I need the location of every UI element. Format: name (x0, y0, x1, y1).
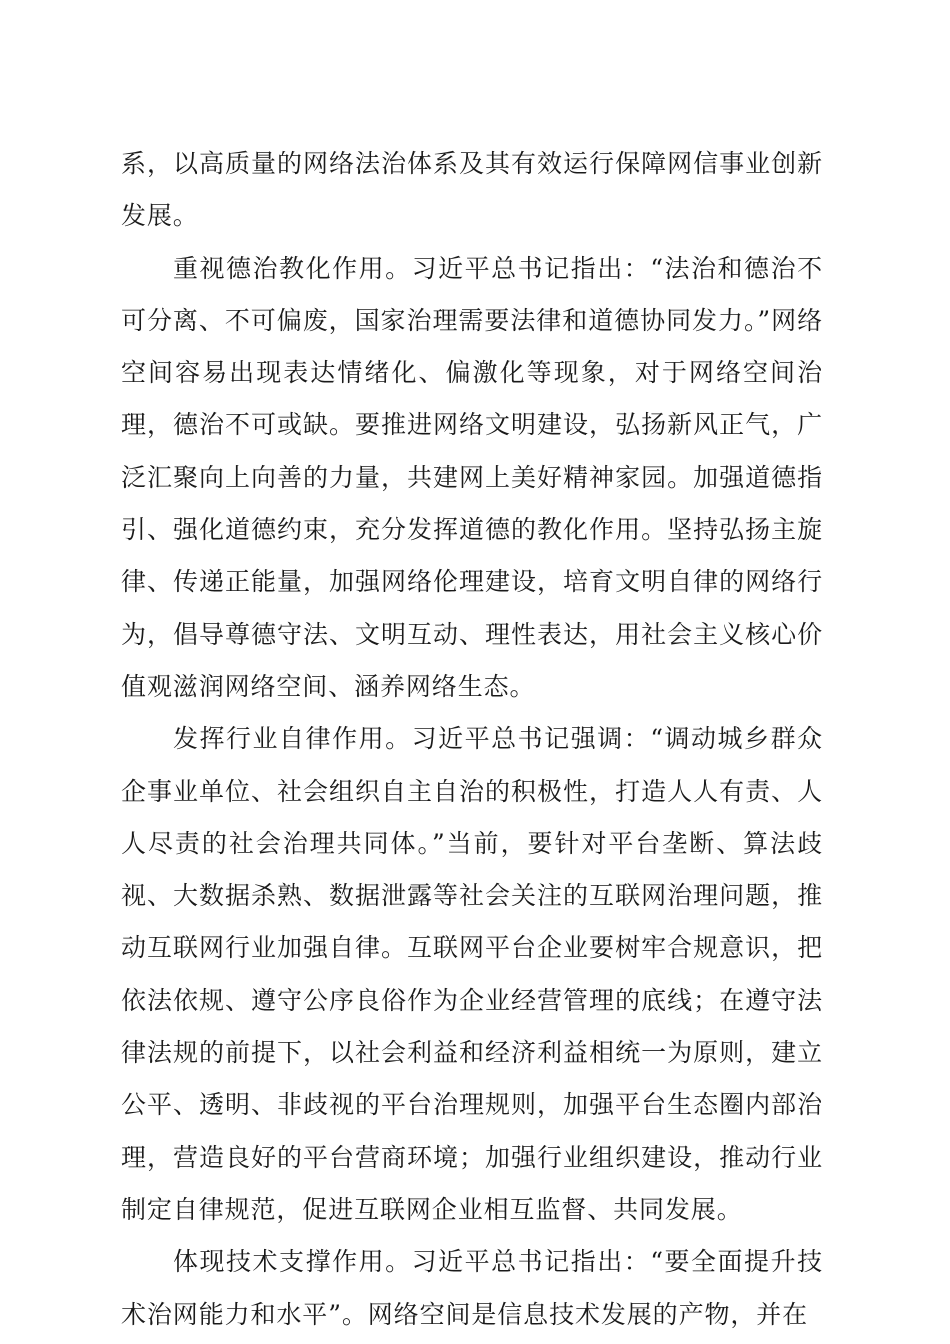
document-body (121, 138, 823, 1341)
paragraph-technical-support: 体现技术支撑作用。习近平总书记指出：“要全面提升技术治网能力和水平”。网络空间是信息技术发展的产物，并在 (121, 1247, 823, 1329)
paragraph-industry-self-discipline: 发挥行业自律作用。习近平总书记强调：“调动城乡群众企事业单位、社会组织自主自治的积极性，打造人人有责、人人尽责的社会治理共同体。”当前，要针对平台垄断、算法歧视、大数据杀熟、数据泄露等社会关注的互联网治理问题，推动互联网行业加强自律。互联网平台企业要树牢合规意识，把依法依规、遵守公序良俗作为企业经营管理的底线；在遵守法律法规的前提下，以社会利益和经济利益相统一为原则，建立公平、透明、非歧视的平台治理规则，加强平台生态圈内部治理，营造良好的平台营商环境；加强行业组织建设，推动行业制定自律规范，促进互联网企业相互监督、共同发展。 (121, 724, 823, 1224)
paragraph-continuation: 系，以高质量的网络法治体系及其有效运行保障网信事业创新发展。 (121, 149, 823, 231)
paragraph-moral-governance: 重视德治教化作用。习近平总书记指出：“法治和德治不可分离、不可偏废，国家治理需要法律和道德协同发力。”网络空间容易出现表达情绪化、偏激化等现象，对于网络空间治理，德治不可或缺。要推进网络文明建设，弘扬新风正气，广泛汇聚向上向善的力量，共建网上美好精神家园。加强道德指引、强化道德约束，充分发挥道德的教化作用。坚持弘扬主旋律、传递正能量，加强网络伦理建设，培育文明自律的网络行为，倡导尊德守法、文明互动、理性表达，用社会主义核心价值观滋润网络空间、涵养网络生态。 (121, 253, 823, 701)
